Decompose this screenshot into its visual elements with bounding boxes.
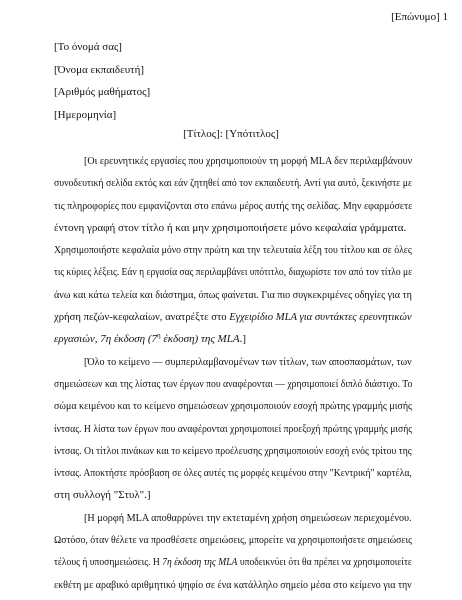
text-line: άνω και κάτω τελεία και διάστημα, όπως φαίνεται. Για πιο συγκεκριμένες οδηγίες για τη xyxy=(54,288,412,301)
text-line xyxy=(54,328,412,350)
header-surname: [Επώνυμο] xyxy=(391,11,440,23)
text-line: τις πληροφορίες που εμφανίζονται στο επάνω μέρος αυτής της σελίδας. Μην εφαρμόσετε xyxy=(54,199,412,212)
document-body xyxy=(54,150,412,596)
superscript: η xyxy=(157,331,161,340)
text-line: Ωστόσο, όταν θέλετε να προσθέσετε σημειώσεις, μπορείτε να χρησιμοποιήσετε σημειώσεις xyxy=(54,534,412,547)
text-line xyxy=(54,551,412,573)
italic-book-title: 7η έκδοση της MLA xyxy=(162,556,238,569)
student-info-block xyxy=(54,41,150,131)
text-line: [Η μορφή MLA αποθαρρύνει την εκτεταμένη χρήση σημειώσεων περιεχομένου. xyxy=(84,511,412,524)
text-line: ίντσας. Αποκτήστε πρόσβαση σε όλες αυτές τις μορφές κειμένου στην "Κεντρική" καρτέλα, xyxy=(54,467,412,480)
text-run: υποδεικνύει ότι θα πρέπει να χρησιμοποιείτε xyxy=(237,556,412,569)
text-line: [Οι ερευνητικές εργασίες που χρησιμοποιούν τη μορφή MLA δεν περιλαμβάνουν xyxy=(84,155,412,167)
header-page-number: 1 xyxy=(442,11,448,23)
text-line: συνοδευτική σελίδα εκτός και εάν ζητηθεί από τον εκπαιδευτή. Αντί για αυτό, ξεκινήστε με xyxy=(54,177,412,190)
document-title: [Τίτλος]: [Υπότιτλος] xyxy=(183,128,279,140)
text-line: Χρησιμοποιήστε κεφαλαία μόνο στην πρώτη και την τελευταία λέξη του τίτλου και σε όλες xyxy=(54,244,412,257)
text-line: έντονη γραφή στον τίτλο ή και μην χρησιμοποιήσετε μόνο κεφαλαία γράμματα. xyxy=(54,221,407,234)
text-line: στη συλλογή "Στυλ".] xyxy=(54,489,151,502)
italic-book-title: έκδοση) της MLA xyxy=(160,333,240,346)
page-header xyxy=(391,11,448,24)
text-line: ίντσας. Οι τίτλοι πινάκων και το κείμενο προέλευσης χρησιμοποιούν εσοχή ενός τρίτου της xyxy=(54,444,412,457)
text-line xyxy=(54,306,412,328)
paragraph-2 xyxy=(54,351,412,507)
teacher-name: [Όνομα εκπαιδευτή] xyxy=(54,63,145,76)
text-run: τέλους ή υποσημειώσεις. Η xyxy=(54,556,163,569)
italic-book-title: εργασιών, 7η έκδοση (7 xyxy=(54,333,157,346)
text-line: εκθέτη με αραβικό αριθμητικό ψηφίο σε ένα κατάλληλο σημείο μέσα στο κείμενο για την xyxy=(54,578,412,591)
text-line: τις κύριες λέξεις. Εάν η εργασία σας περιλαμβάνει υπότιτλο, διαχωρίστε τον από τον τίτλο με xyxy=(54,266,412,279)
course-number: [Αριθμός μαθήματος] xyxy=(54,86,151,99)
text-line: ίντσας. Η λίστα των έργων που αναφέρονται χρησιμοποιεί προεξοχή πρώτης γραμμής μισής xyxy=(54,422,412,435)
text-line: σημειώσεων και της λίστας των έργων που αναφέρονται — χρησιμοποιεί διπλό διάστιχο. Το xyxy=(54,377,412,390)
italic-book-title: Εγχειρίδιο MLA για συντάκτες ερευνητικών xyxy=(229,311,412,324)
paragraph-3 xyxy=(54,507,412,596)
date: [Ημερομηνία] xyxy=(54,108,117,121)
paragraph-1 xyxy=(54,150,412,351)
student-name: [Το όνομά σας] xyxy=(54,41,122,53)
text-line: [Όλο το κείμενο — συμπεριλαμβανομένων των τίτλων, των αποσπασμάτων, των xyxy=(84,355,412,368)
text-run: .] xyxy=(239,333,246,346)
text-run: χρήση πεζών-κεφαλαίων, ανατρέξτε στο xyxy=(54,311,230,324)
text-line: σώμα κειμένου και το κείμενο σημειώσεων χρησιμοποιούν εσοχή πρώτης γραμμής μισής xyxy=(54,400,412,413)
